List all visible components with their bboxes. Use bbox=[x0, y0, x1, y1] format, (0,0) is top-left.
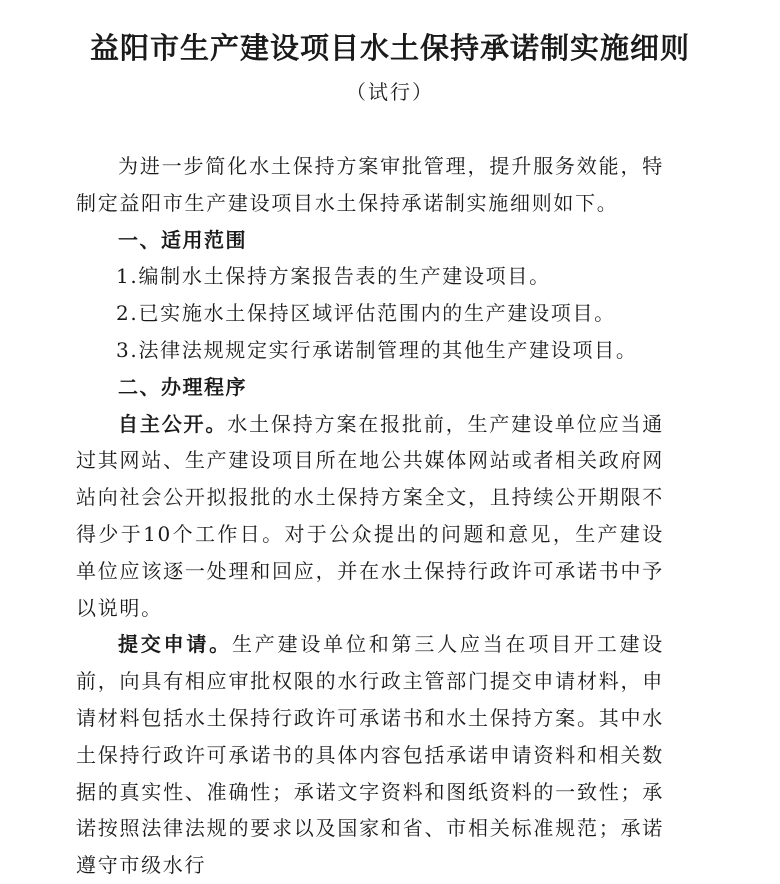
document-subtitle: （试行） bbox=[346, 80, 434, 104]
paragraph-lead: 自主公开。 bbox=[118, 411, 228, 436]
paragraph-lead: 提交申请。 bbox=[118, 632, 232, 657]
procedure-paragraph-application bbox=[76, 626, 664, 884]
section-heading-scope: 一、适用范围 bbox=[118, 227, 247, 252]
scope-item: 1.编制水土保持方案报告表的生产建设项目。 bbox=[116, 264, 551, 289]
intro-paragraph: 为进一步简化水土保持方案审批管理，提升服务效能，特制定益阳市生产建设项目水土保持承诺制实施细则如下。 bbox=[76, 154, 664, 215]
section-heading-procedure: 二、办理程序 bbox=[118, 374, 247, 399]
paragraph-text: 生产建设单位和第三人应当在项目开工建设前，向具有相应审批权限的水行政主管部门提交申请材料，申请材料包括水土保持行政许可承诺书和水土保持方案。其中水土保持行政许可承诺书的具体内容包括承诺申请资料和相关数据的真实性、准确性；承诺文字资料和图纸资料的一致性；承诺按照法律法规的要求以及国家和省、市相关标准规范；承诺遵守市级水行 bbox=[76, 632, 664, 878]
paragraph-text: 水土保持方案在报批前，生产建设单位应当通过其网站、生产建设项目所在地公共媒体网站或者相关政府网站向社会公开拟报批的水土保持方案全文，且持续公开期限不得少于10个工作日。对于公众提出的问题和意见，生产建设单位应该逐一处理和回应，并在水土保持行政许可承诺书中予以说明。 bbox=[76, 411, 665, 620]
document-body bbox=[76, 148, 664, 884]
document-title: 益阳市生产建设项目水土保持承诺制实施细则 bbox=[89, 31, 690, 65]
scope-item: 3.法律法规规定实行承诺制管理的其他生产建设项目。 bbox=[116, 337, 638, 362]
procedure-paragraph-disclosure bbox=[76, 406, 664, 627]
scope-item: 2.已实施水土保持区域评估范围内的生产建设项目。 bbox=[116, 301, 616, 326]
